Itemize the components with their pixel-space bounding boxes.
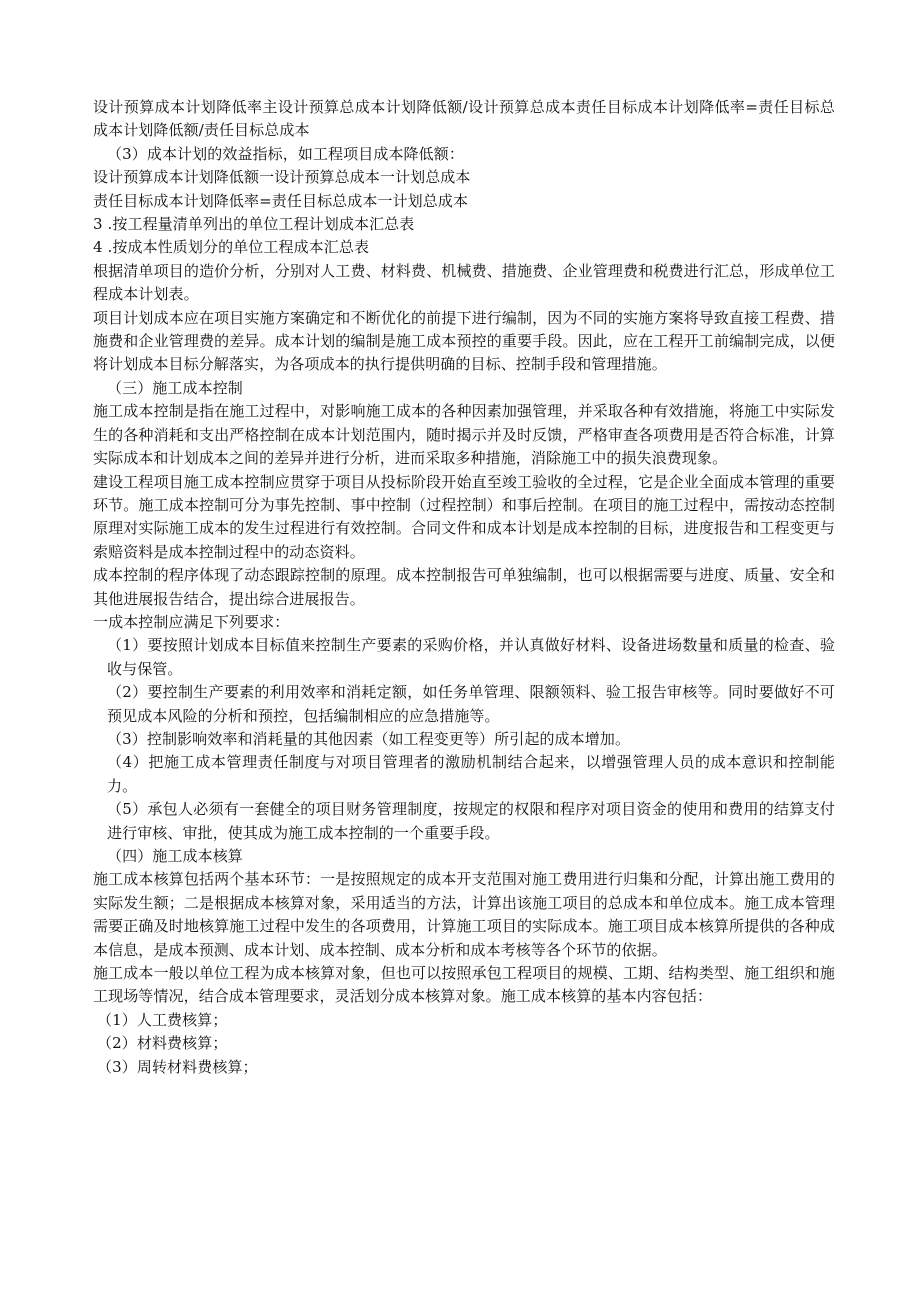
list-item: （4）把施工成本管理责任制度与对项目管理者的激励机制结合起来，以增强管理人员的成本意识和控制能力。 [107, 753, 835, 795]
paragraph: （3）成本计划的效益指标，如工程项目成本降低额： [107, 144, 464, 163]
list-item: （3）周转材料费核算； [97, 1057, 258, 1076]
list-item: （2）材料费核算； [97, 1034, 228, 1053]
paragraph: 一成本控制应满足下列要求： [93, 612, 290, 631]
list-item: （3）控制影响效率和消耗量的其他因素（如工程变更等）所引起的成本增加。 [107, 729, 631, 748]
section-heading: （三）施工成本控制 [107, 378, 243, 397]
list-item: （1）人工费核算； [97, 1010, 228, 1029]
paragraph: 施工成本控制是指在施工过程中，对影响施工成本的各种因素加强管理，并采取各种有效措施，将施工中实际发生的各种消耗和支出严格控制在成本计划范围内，随时揭示并及时反馈，严格审查各项费用是否符合标准，计算实际成本和计划成本之间的差异并进行分析，进而采取多种措施，消除施工中的损失浪费现象。 [93, 402, 835, 468]
list-item: （5）承包人必须有一套健全的项目财务管理制度，按规定的权限和程序对项目资金的使用和费用的结算支付进行审核、审批，使其成为施工成本控制的一个重要手段。 [107, 800, 835, 842]
paragraph: 根据清单项目的造价分析，分别对人工费、材料费、机械费、措施费、企业管理费和税费进行汇总，形成单位工程成本计划表。 [93, 261, 835, 304]
paragraph: 施工成本核算包括两个基本环节：一是按照规定的成本开支范围对施工费用进行归集和分配，计算出施工费用的实际发生额；二是根据成本核算对象，采用适当的方法，计算出该施工项目的总成本和单位成本。施工成本管理需要正确及时地核算施工过程中发生的各项费用，计算施工项目的实际成本。施工项目成本核算所提供的各种成本信息，是成本预测、成本计划、成本控制、成本分析和成本考核等各个环节的依据。 [93, 870, 835, 959]
paragraph: 建设工程项目施工成本控制应贯穿于项目从投标阶段开始直至竣工验收的全过程，它是企业全面成本管理的重要环节。施工成本控制可分为事先控制、事中控制（过程控制）和事后控制。在项目的施工过程中，需按动态控制原理对实际施工成本的发生过程进行有效控制。合同文件和成本计划是成本控制的目标，进度报告和工程变更与索赔资料是成本控制过程中的动态资料。 [93, 472, 835, 561]
paragraph: 施工成本一般以单位工程为成本核算对象，但也可以按照承包工程项目的规模、工期、结构类型、施工组织和施工现场等情况，结合成本管理要求，灵活划分成本核算对象。施工成本核算的基本内容包括： [93, 964, 835, 1006]
section-heading: （四）施工成本核算 [107, 847, 243, 865]
paragraph: 设计预算成本计划降低率主设计预算总成本计划降低额/设计预算总成本责任目标成本计划降低率=责任目标总成本计划降低额/责任目标总成本 [93, 98, 835, 140]
document-body [93, 96, 835, 1079]
section-heading: 4 .按成本性质划分的单位工程成本汇总表 [93, 238, 370, 257]
paragraph: 责任目标成本计划降低率=责任目标总成本一计划总成本 [93, 191, 469, 210]
paragraph: 设计预算成本计划降低额一设计预算总成本一计划总成本 [93, 168, 471, 187]
paragraph: 项目计划成本应在项目实施方案确定和不断优化的前提下进行编制，因为不同的实施方案将导致直接工程费、措施费和企业管理费的差异。成本计划的编制是施工成本预控的重要手段。因此，应在工程开工前编制完成，以便将计划成本目标分解落实，为各项成本的执行提供明确的目标、控制手段和管理措施。 [93, 308, 835, 374]
paragraph: 成本控制的程序体现了动态跟踪控制的原理。成本控制报告可单独编制，也可以根据需要与进度、质量、安全和其他进展报告结合，提出综合进展报告。 [93, 566, 835, 608]
section-heading: 3 .按工程量清单列出的单位工程计划成本汇总表 [93, 215, 415, 234]
list-item: （1）要按照计划成本目标值来控制生产要素的采购价格，并认真做好材料、设备进场数量和质量的检查、验收与保管。 [107, 636, 835, 678]
list-item: （2）要控制生产要素的利用效率和消耗定额，如任务单管理、限额领料、验工报告审核等。同时要做好不可预见成本风险的分析和预控，包括编制相应的应急措施等。 [107, 683, 835, 725]
